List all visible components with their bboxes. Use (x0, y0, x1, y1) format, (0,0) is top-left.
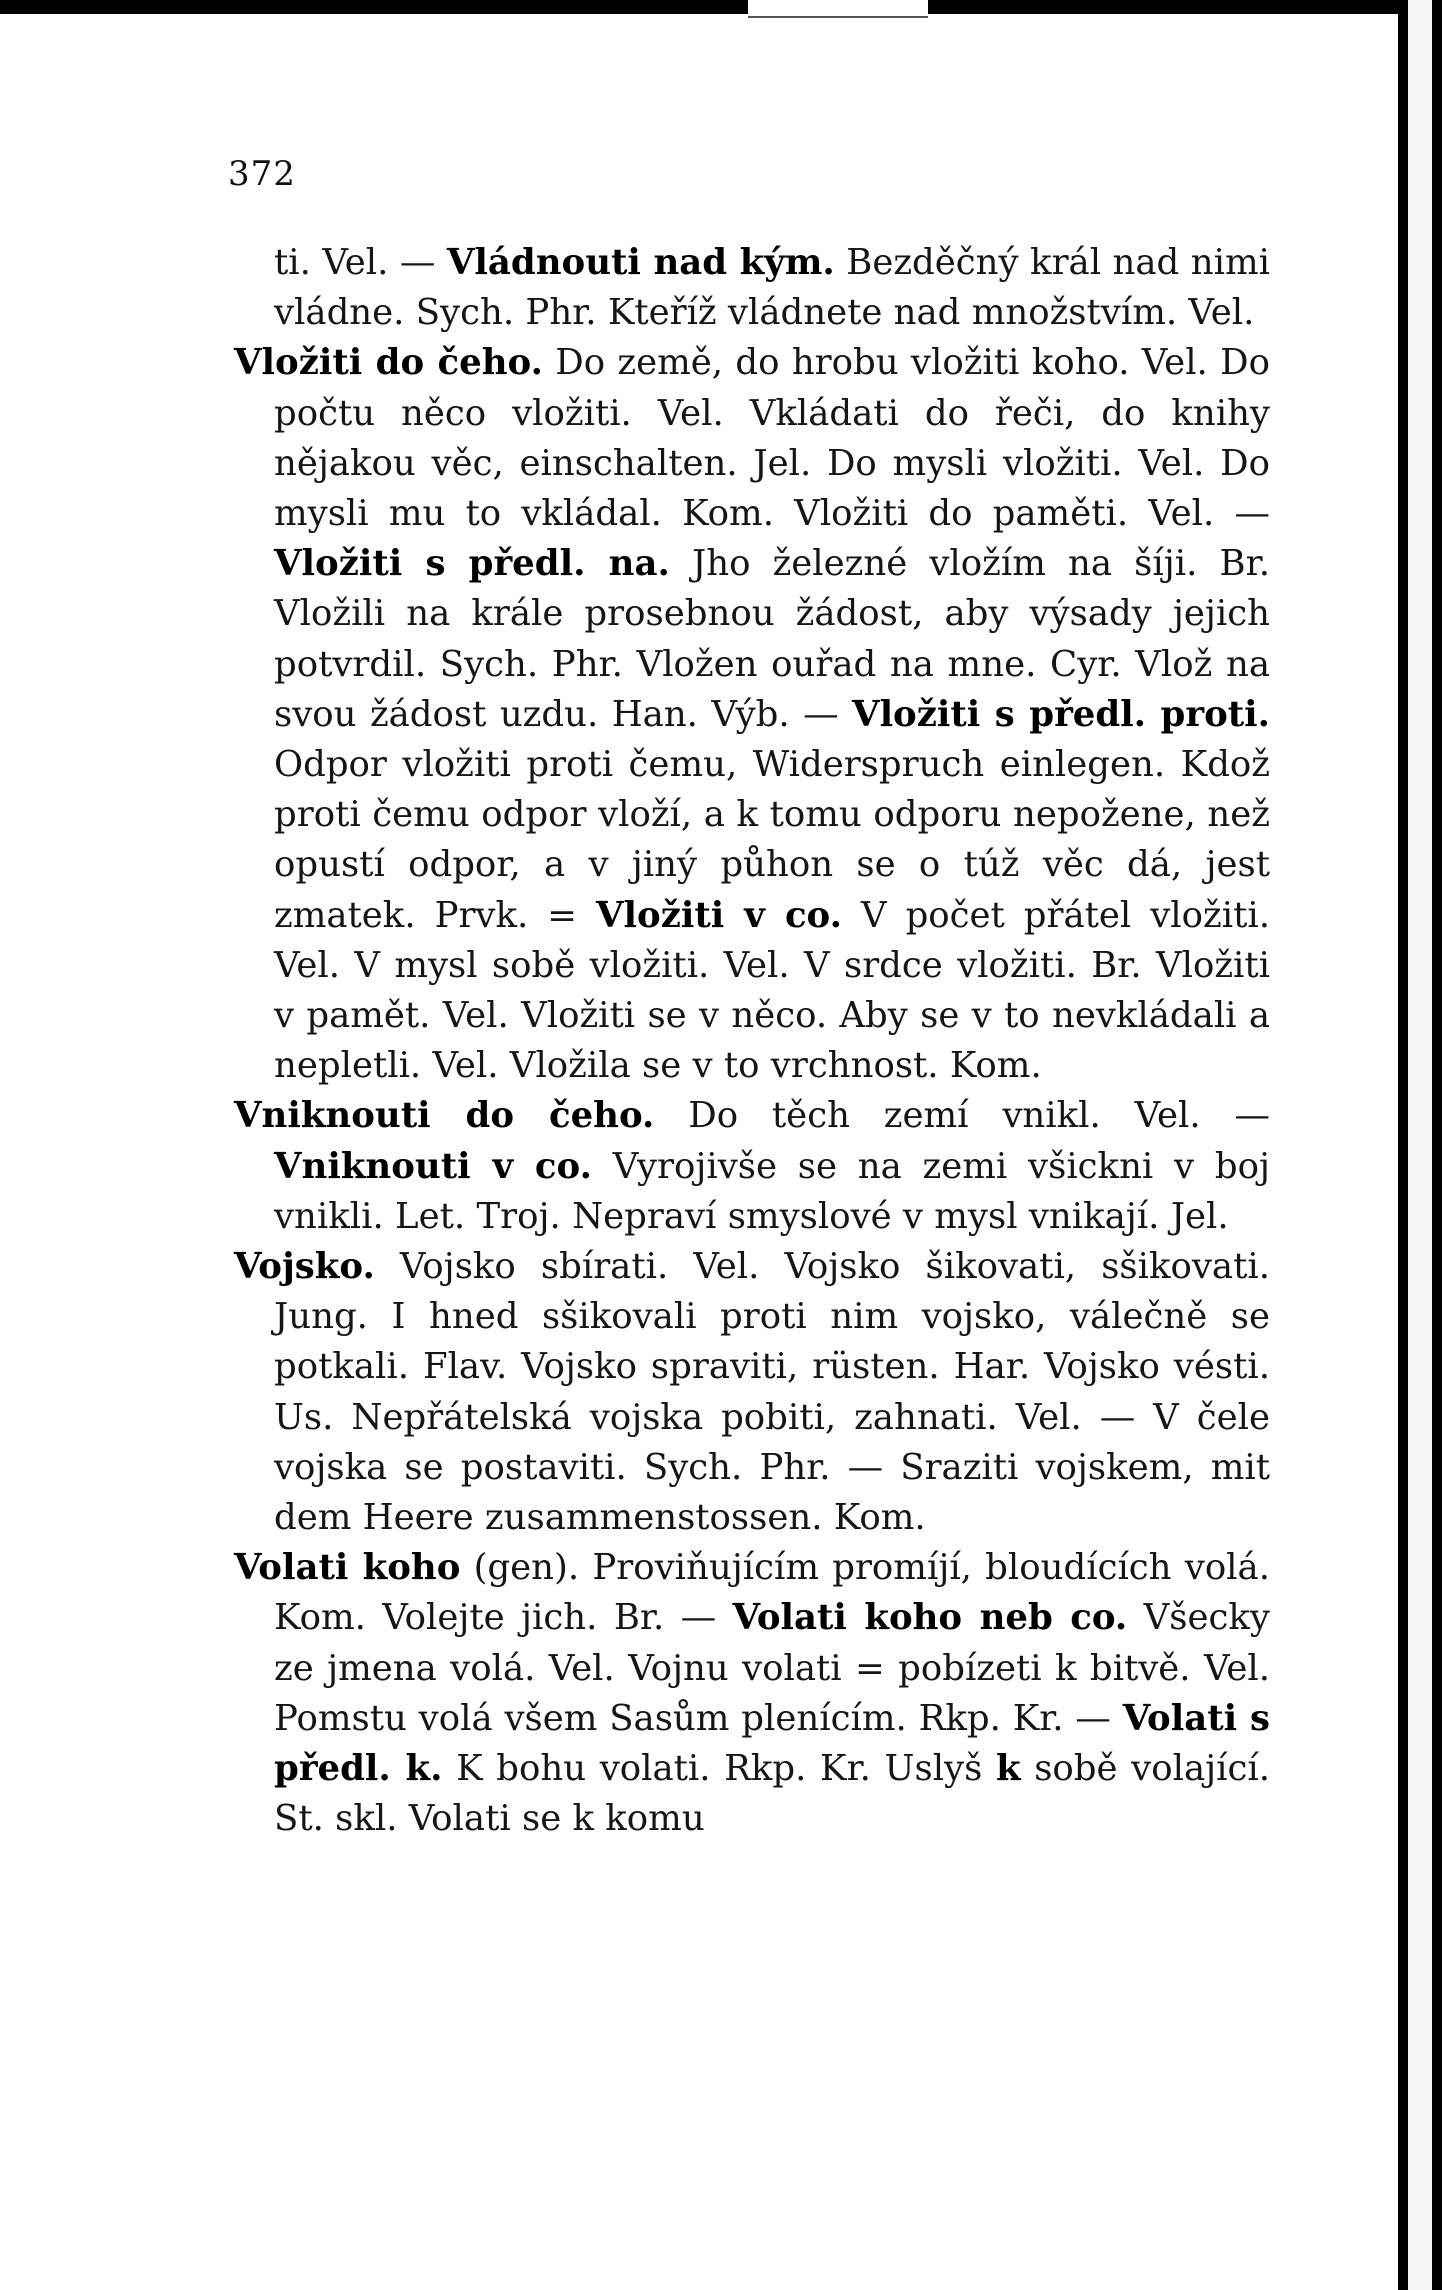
entry-text: (gen). Proviňujícím promíjí, bloudících volá. Kom. Volejte jich. Br. — (274, 1547, 1270, 1639)
scan-top-mark (748, 0, 928, 18)
entry-text: Do těch zemí vnikl. Vel. — (654, 1095, 1270, 1137)
book-page (0, 14, 1398, 2290)
dictionary-text (234, 238, 1270, 1845)
dictionary-entry (234, 1543, 1270, 1844)
dictionary-entry (234, 238, 1270, 338)
entry-headword: Volati s předl. k. (274, 1697, 1270, 1790)
entry-text: K bohu volati. Rkp. Kr. Uslyš (442, 1748, 996, 1790)
entry-text: ti. Vel. — (274, 242, 447, 283)
entry-text: Vyrojivše se na zemi všickni v boj vnikli. Let. Troj. Nepraví smyslové v mysl vnikají. Jel. (274, 1145, 1270, 1237)
entry-text: Odpor vložiti proti čemu, Widerspruch einlegen. Kdož proti čemu odpor vloží, a k tomu odporu nepožene, než opustí odpor, a v jiný půhon se o túž věc dá, jest zmatek. Prvk. = (274, 744, 1270, 936)
entry-headword: Volati koho (234, 1547, 461, 1589)
dictionary-entry (234, 1091, 1270, 1242)
entry-text: Bezděčný král nad nimi vládne. Sych. Phr. Kteříž vládnete nad množstvím. Vel. (274, 242, 1270, 334)
entry-text: Všecky ze jmena volá. Vel. Vojnu volati = pobízeti k bitvě. Vel. Pomstu volá všem Sasům plenícím. Rkp. Kr. — (274, 1597, 1270, 1739)
entry-headword: Vložiti v co. (595, 894, 842, 936)
entry-headword: Vládnouti nad kým. (446, 242, 835, 283)
entry-headword: Volati koho neb co. (732, 1597, 1128, 1639)
entry-headword: Vložiti s předl. proti. (852, 693, 1271, 735)
dictionary-entry (234, 1242, 1270, 1543)
entry-text: Jho železné vložím na šíji. Br. Vložili na krále prosebnou žádost, aby výsady jejich potvrdil. Sych. Phr. Vložen ouřad na mne. Cyr. Vlož na svou žádost uzdu. Han. Výb. — (274, 543, 1270, 735)
entry-headword: Vniknouti do čeho. (234, 1095, 655, 1137)
entry-headword: k (995, 1748, 1021, 1790)
entry-text: Do země, do hrobu vložiti koho. Vel. Do počtu něco vložiti. Vel. Vkládati do řeči, do knihy nějakou věc, einschalten. Jel. Do mysli vložiti. Vel. Do mysli mu to vkládal. Kom. Vložiti do paměti. Vel. — (274, 342, 1270, 535)
dictionary-entry (234, 338, 1270, 1091)
entry-headword: Vložiti do čeho. (234, 342, 543, 384)
entry-headword: Vojsko. (234, 1246, 375, 1288)
page-number: 372 (228, 154, 296, 194)
page-edge-strip (1408, 0, 1432, 2290)
entry-headword: Vniknouti v co. (274, 1145, 592, 1187)
entry-headword: Vložiti s předl. na. (274, 543, 670, 585)
entry-text: V počet přátel vložiti. Vel. V mysl sobě vložiti. Vel. V srdce vložiti. Br. Vložiti v pamět. Vel. Vložiti se v něco. Aby se v to nevkládali a nepletli. Vel. Vložila se v to vrchnost. Kom. (274, 894, 1270, 1087)
entry-text: sobě volající. St. skl. Volati se k komu (274, 1748, 1270, 1840)
entry-text: Vojsko sbírati. Vel. Vojsko šikovati, sšikovati. Jung. I hned sšikovali proti nim vojsko, válečně se potkali. Flav. Vojsko spraviti, rüsten. Har. Vojsko vésti. Us. Nepřátelská vojska pobiti, zahnati. Vel. — V čele vojska se postaviti. Sych. Phr. — Sraziti vojskem, mit dem Heere zusammenstossen. Kom. (274, 1246, 1270, 1539)
